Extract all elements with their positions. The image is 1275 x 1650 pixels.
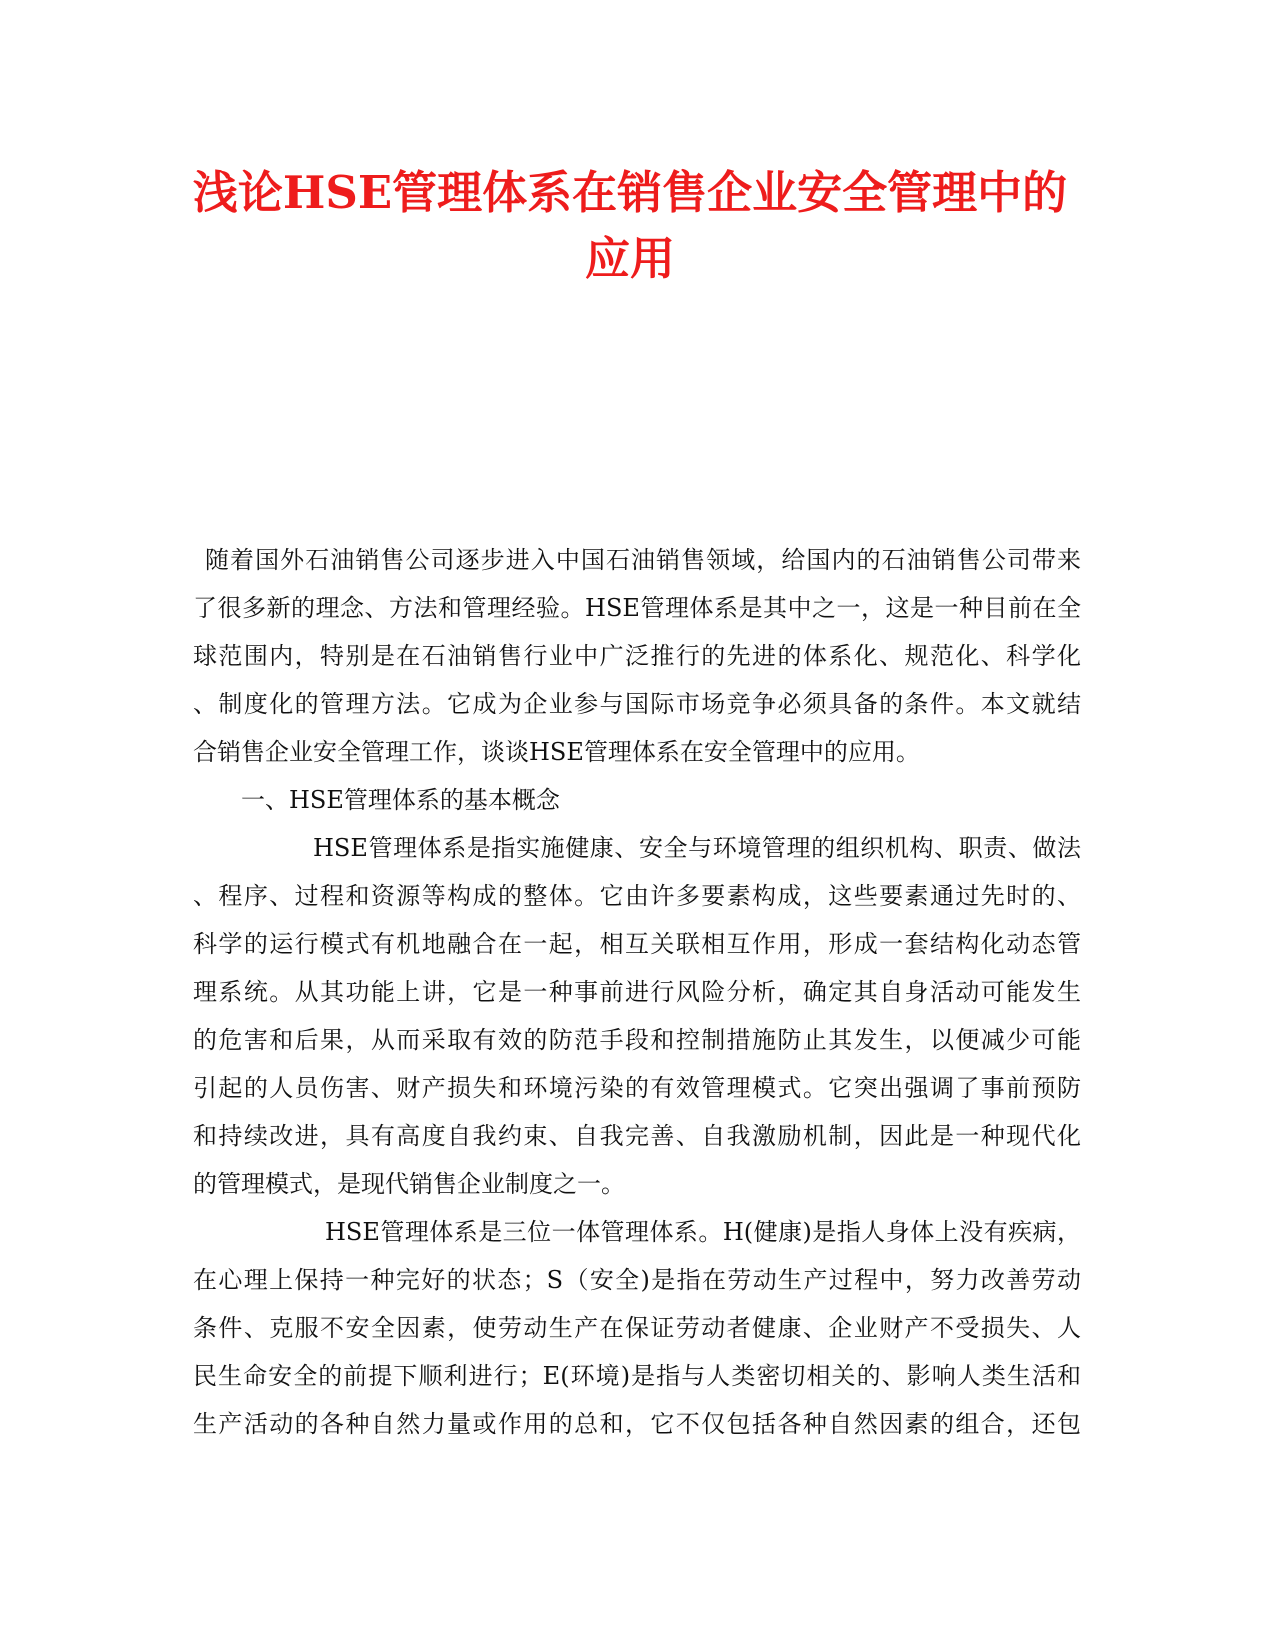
text-line: 了很多新的理念、方法和管理经验。HSE管理体系是其中之一，这是一种目前在全 — [193, 594, 1081, 622]
section-heading — [193, 776, 1081, 824]
text-line: 、制度化的管理方法。它成为企业参与国际市场竞争必须具备的条件。本文就结 — [193, 690, 1081, 718]
text-line: 理系统。从其功能上讲，它是一种事前进行风险分析，确定其自身活动可能发生 — [193, 978, 1081, 1006]
text-line: 在心理上保持一种完好的状态；S（安全)是指在劳动生产过程中，努力改善劳动 — [193, 1266, 1081, 1294]
title-line-2: 应用 — [584, 232, 675, 285]
title-line-1: 浅论HSE管理体系在销售企业安全管理中的 — [192, 166, 1068, 219]
section-heading-text: 一、HSE管理体系的基本概念 — [241, 786, 560, 814]
text-line: 球范围内，特别是在石油销售行业中广泛推行的先进的体系化、规范化、科学化 — [193, 642, 1081, 670]
paragraph-three-in-one — [193, 1208, 1081, 1448]
text-line: 、程序、过程和资源等构成的整体。它由许多要素构成，这些要素通过先时的、 — [193, 882, 1081, 910]
text-line: 合销售企业安全管理工作，谈谈HSE管理体系在安全管理中的应用。 — [193, 738, 920, 766]
text-line: HSE管理体系是三位一体管理体系。H(健康)是指人身体上没有疾病， — [325, 1218, 1081, 1246]
text-line: HSE管理体系是指实施健康、安全与环境管理的组织机构、职责、做法 — [313, 834, 1081, 862]
text-line: 随着国外石油销售公司逐步进入中国石油销售领域，给国内的石油销售公司带来 — [205, 546, 1081, 574]
document-body — [193, 536, 1081, 1448]
text-line: 科学的运行模式有机地融合在一起，相互关联相互作用，形成一套结构化动态管 — [193, 930, 1081, 958]
document-title — [190, 160, 1070, 292]
text-line: 生产活动的各种自然力量或作用的总和，它不仅包括各种自然因素的组合，还包 — [193, 1410, 1081, 1438]
text-line: 的管理模式，是现代销售企业制度之一。 — [193, 1170, 625, 1198]
text-line: 民生命安全的前提下顺利进行；E(环境)是指与人类密切相关的、影响人类生活和 — [193, 1362, 1081, 1390]
text-line: 的危害和后果，从而采取有效的防范手段和控制措施防止其发生，以便减少可能 — [193, 1026, 1081, 1054]
text-line: 条件、克服不安全因素，使劳动生产在保证劳动者健康、企业财产不受损失、人 — [193, 1314, 1081, 1342]
paragraph-concept — [193, 824, 1081, 1208]
paragraph-intro — [193, 536, 1081, 776]
text-line: 和持续改进，具有高度自我约束、自我完善、自我激励机制，因此是一种现代化 — [193, 1122, 1081, 1150]
text-line: 引起的人员伤害、财产损失和环境污染的有效管理模式。它突出强调了事前预防 — [193, 1074, 1081, 1102]
